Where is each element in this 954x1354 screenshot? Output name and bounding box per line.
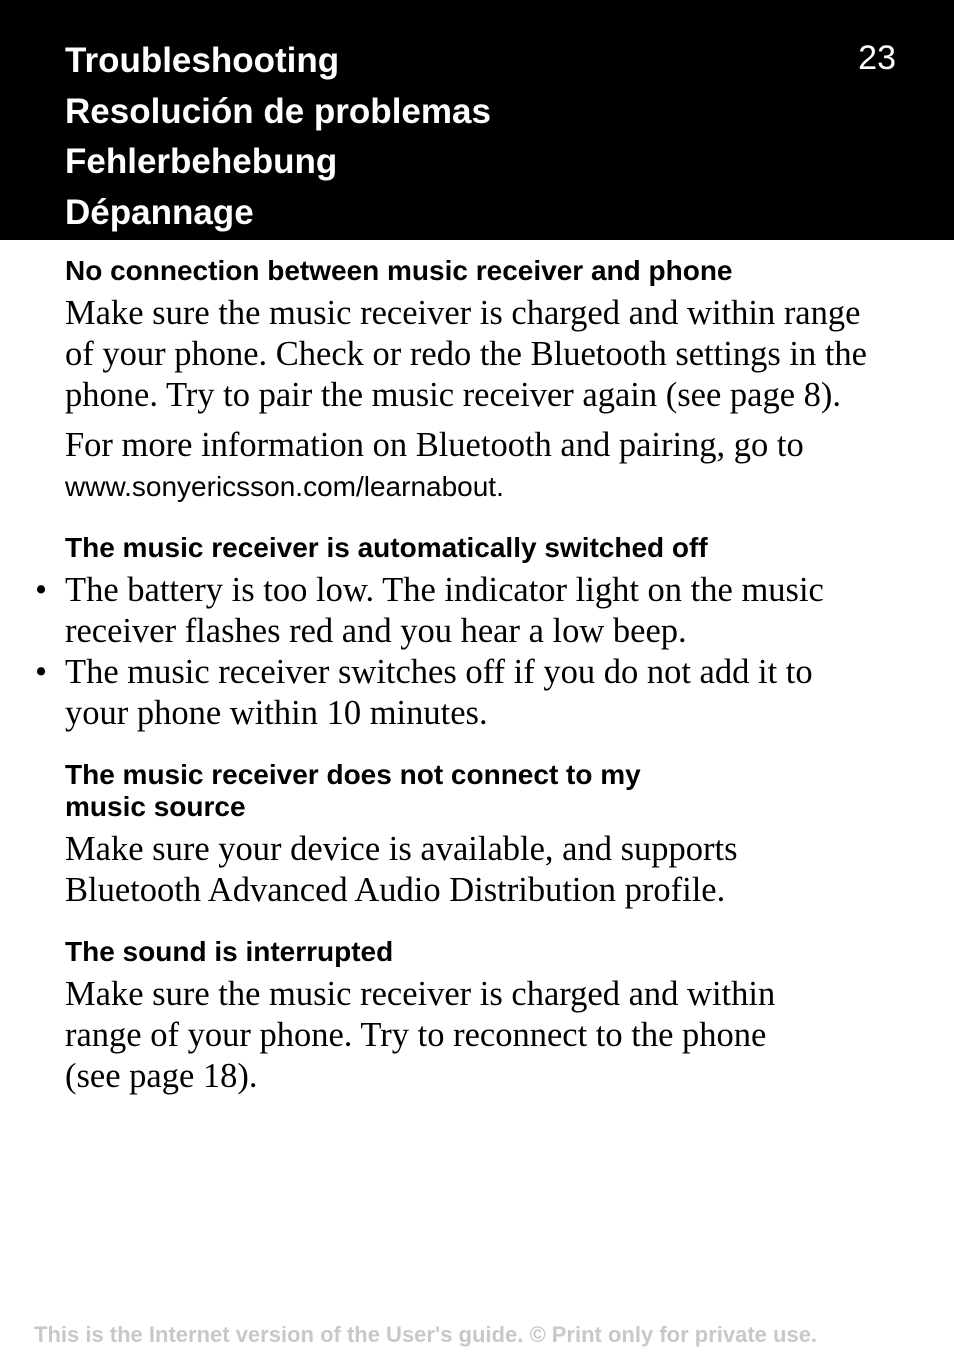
paragraph-line: (see page 18). <box>65 1057 258 1095</box>
paragraph-line: range of your phone. Try to reconnect to the phone <box>65 1016 767 1054</box>
header-title-es: Resolución de problemas <box>65 91 491 131</box>
header-title-en: Troubleshooting <box>65 41 340 80</box>
paragraph-line: For more information on Bluetooth and pairing, go to <box>65 426 804 464</box>
page-number: 23 <box>858 39 896 77</box>
heading-line: music source <box>65 791 246 822</box>
header-band <box>0 0 954 240</box>
paragraph-line: Bluetooth Advanced Audio Distribution profile. <box>65 871 726 909</box>
bullet-icon: • <box>35 571 48 609</box>
paragraph-line: phone. Try to pair the music receiver again (see page 8). <box>65 376 841 414</box>
footer-notice: This is the Internet version of the User's guide. © Print only for private use. <box>34 1322 818 1347</box>
bullet-line: The music receiver switches off if you do not add it to <box>65 653 813 691</box>
bullet-icon: • <box>35 653 48 691</box>
bullet-text <box>65 652 813 734</box>
heading-no-connection: No connection between music receiver and phone <box>65 255 733 286</box>
paragraph-line: Make sure your device is available, and supports <box>65 830 738 868</box>
bullet-line: The battery is too low. The indicator light on the music <box>65 571 824 609</box>
heading-line: The music receiver does not connect to my <box>65 759 641 790</box>
bullet-line: receiver flashes red and you hear a low beep. <box>65 612 687 650</box>
learnabout-link[interactable]: www.sonyericsson.com/learnabout. <box>65 471 504 502</box>
bullet-text <box>65 570 824 652</box>
heading-interrupted: The sound is interrupted <box>65 936 394 967</box>
heading-no-source <box>65 759 641 823</box>
header-title-fr: Dépannage <box>65 192 254 232</box>
header-title-de: Fehlerbehebung <box>65 142 338 181</box>
paragraph-no-source <box>65 829 738 911</box>
bullet-line: your phone within 10 minutes. <box>65 694 488 732</box>
paragraph-line: Make sure the music receiver is charged and within <box>65 975 776 1013</box>
paragraph-line: Make sure the music receiver is charged and within range <box>65 294 861 332</box>
heading-switched-off: The music receiver is automatically switched off <box>65 532 708 563</box>
paragraph-more-info <box>65 425 804 507</box>
paragraph-line: of your phone. Check or redo the Bluetooth settings in the <box>65 335 867 373</box>
header-titles <box>65 36 491 238</box>
paragraph-no-connection <box>65 293 867 416</box>
paragraph-interrupted <box>65 974 775 1097</box>
